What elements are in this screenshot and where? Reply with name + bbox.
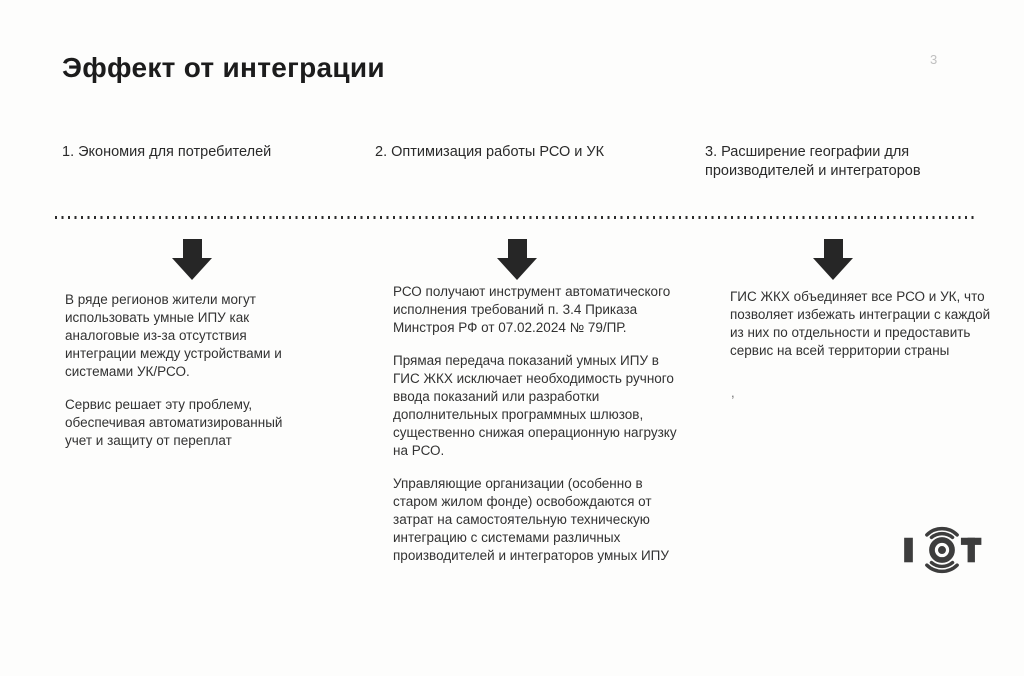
signal-arc-top-inner	[931, 534, 952, 538]
paragraph: В ряде регионов жители могут использовать умные ИПУ как аналоговые из-за отсутствия интеграции между устройствами и системами УК/РСО.	[65, 292, 282, 379]
paragraph: РСО получают инструмент автоматического исполнения требований п. 3.4 Приказа Минстроя РФ от 07.02.2024 № 79/ПР.	[393, 284, 671, 335]
scan-artifact-mark: ,	[731, 385, 735, 400]
column-1-header: 1. Экономия для потребителей	[62, 144, 272, 160]
iot-logo	[897, 514, 987, 584]
column-2-header: 2. Оптимизация работы РСО и УК	[375, 144, 605, 160]
down-arrow-icon	[497, 239, 537, 280]
column-3-body	[730, 288, 992, 375]
page-title: Эффект от интеграции	[62, 52, 385, 83]
column-3-header: 3. Расширение географии для производителей и интеграторов	[705, 144, 921, 179]
letter-o-dot	[938, 546, 946, 554]
arrow-stem	[824, 239, 843, 258]
paragraph: Прямая передача показаний умных ИПУ в ГИС ЖКХ исключает необходимость ручного ввода показаний или разработки дополнительных программных шлюзов, существенно снижая операционную нагрузку на РСО.	[393, 353, 677, 458]
down-arrow-icon	[813, 239, 853, 280]
iot-logo-graphic	[897, 514, 987, 584]
dotted-divider-line	[55, 216, 977, 219]
letter-i	[904, 538, 913, 563]
arrow-head	[172, 258, 212, 280]
paragraph: ГИС ЖКХ объединяет все РСО и УК, что позволяет избежать интеграции с каждой из них по отдельности и предоставить сервис на всей территории страны	[730, 289, 991, 358]
letter-t-stem	[968, 538, 975, 563]
paragraph: Сервис решает эту проблему, обеспечивая автоматизированный учет и защиту от переплат	[65, 397, 283, 448]
page-number: 3	[930, 52, 938, 67]
arrow-stem	[508, 239, 527, 258]
column-1-body	[65, 291, 313, 465]
signal-arc-bottom-inner	[931, 563, 952, 567]
down-arrow-icon	[172, 239, 212, 280]
arrow-head	[497, 258, 537, 280]
column-2-body	[393, 283, 685, 580]
arrow-head	[813, 258, 853, 280]
paragraph: Управляющие организации (особенно в старом жилом фонде) освобождаются от затрат на самостоятельную техническую интеграцию с системами различных производителей и интеграторов умных ИПУ	[393, 476, 669, 563]
arrow-stem	[183, 239, 202, 258]
